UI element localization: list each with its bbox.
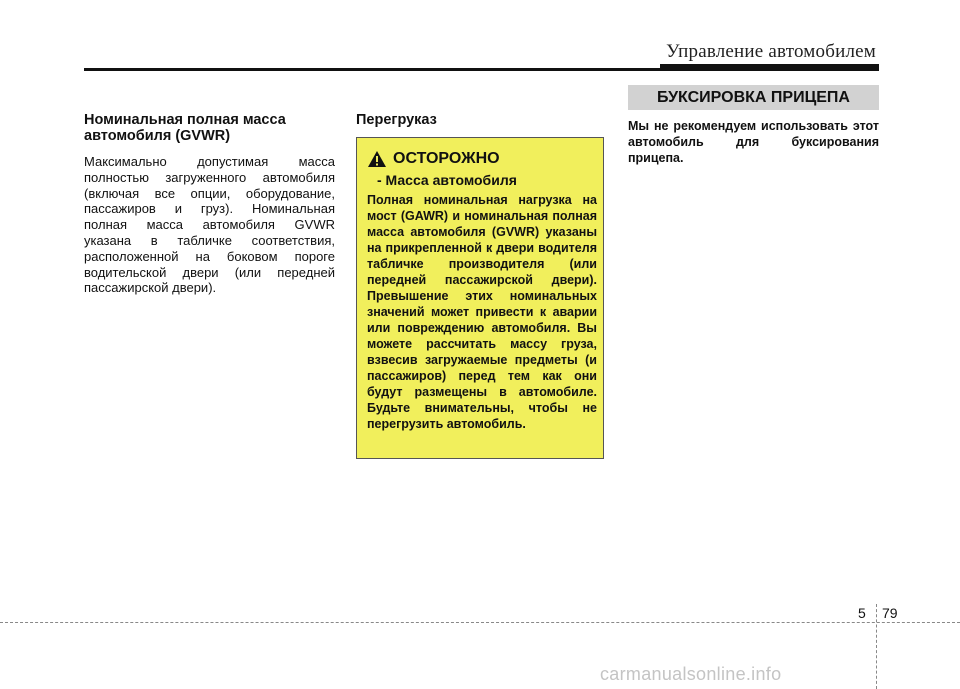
gvwr-body: Максимально допустимая масса полностью загруженного автомобиля (включая все опции, оборудование, пассажиров и груз). Номинальная полная масса автомобиля GVWR указана в табличке соответствия, расположенной на боковом пороге водительской двери (или передней пассажирской двери).: [84, 154, 335, 296]
page-number: 79: [882, 605, 898, 621]
caution-header: [367, 148, 500, 170]
section-band: [660, 64, 879, 71]
caution-box: [356, 137, 604, 459]
gvwr-heading-line1: Номинальная полная масса: [84, 112, 286, 128]
header-title: Управление автомобилем: [666, 41, 876, 62]
watermark: carmanualsonline.info: [600, 664, 782, 684]
section-title: БУКСИРОВКА ПРИЦЕПА: [628, 85, 879, 110]
gvwr-column: [84, 112, 335, 296]
towing-body: Мы не рекомендуем использовать этот автомобиль для буксирования прицепа.: [628, 119, 879, 165]
footer-rule: [0, 622, 960, 623]
gvwr-heading: [84, 112, 335, 144]
warning-triangle-icon: [367, 150, 387, 168]
caution-label: ОСТОРОЖНО: [393, 150, 500, 167]
section-number: 5: [858, 605, 866, 621]
gvwr-heading-line2: автомобиля (GVWR): [84, 128, 231, 144]
caution-subtitle: - Масса автомобиля: [377, 172, 517, 188]
overload-heading: Перегруказ: [356, 112, 437, 128]
page-separator: [876, 604, 877, 689]
caution-body: Полная номинальная нагрузка на мост (GAWR) и номинальная полная масса автомобиля (GVWR) указаны на прикрепленной к двери водителя табличке производителя (или передней пассажирской двери). Превышение этих номинальных значений может привести к аварии или повреждению автомобиля. Вы можете рассчитать массу груза, взвесив загружаемые предметы (и пассажиров) перед тем как они будут размещены в автомобиле. Будьте внимательны, чтобы не перегрузить автомобиль.: [367, 193, 597, 431]
